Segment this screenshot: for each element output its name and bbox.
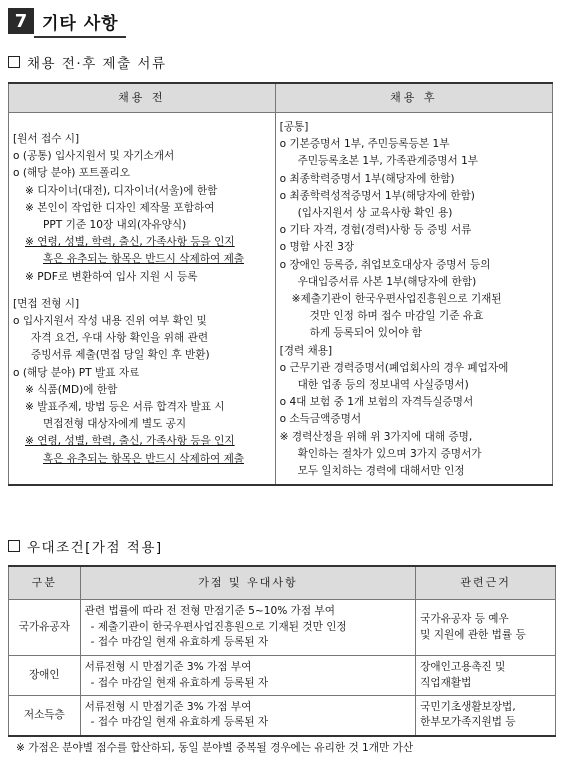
document-line: o (해당 분야) 포트폴리오 [13, 167, 130, 180]
document-line: o 최종학력증명서 1부(해당자에 한함) [279, 172, 455, 185]
document-line: 자격 요건, 우대 사항 확인을 위해 관련 [31, 332, 209, 345]
document-line: PPT 기준 10장 내외(자유양식) [43, 219, 187, 232]
benefit-category: 장애인 [9, 656, 81, 696]
benefit-detail-line: - 제출기관이 한국우편사업진흥원으로 기재된 것만 인정 [90, 620, 347, 633]
after-hiring-cell [275, 113, 552, 486]
document-line: [원서 접수 시] [13, 133, 80, 145]
document-line: ※ 발표주제, 방법 등은 서류 합격자 발표 시 [25, 401, 225, 414]
table-row [9, 696, 556, 736]
document-line: o (해당 분야) PT 발표 자료 [13, 366, 140, 379]
benefit-basis-line: 직업재활법 [420, 676, 472, 689]
document-line: ※ 연령, 성별, 학력, 출신, 가족사항 등을 인지 [25, 236, 235, 249]
table-row [9, 656, 556, 696]
document-line: o 입사지원서 작성 내용 진위 여부 확인 및 [13, 315, 207, 328]
document-line: o 근무기관 경력증명서(폐업회사의 경우 폐업자에 [279, 361, 509, 374]
section-title: 기타 사항 [42, 13, 119, 34]
benefit-basis-line: 국민기초생활보장법, [420, 700, 516, 713]
document-line: o 소득금액증명서 [279, 413, 362, 426]
benefits-header-category: 구분 [9, 566, 81, 600]
section-header [8, 6, 119, 36]
benefit-detail-line: - 접수 마감일 현재 유효하게 등록된 자 [90, 636, 269, 649]
document-line: o 최종학력성적증명서 1부(해당자에 한함) [279, 189, 475, 202]
benefits-table [8, 565, 556, 737]
document-line: o 명함 사진 3장 [279, 241, 355, 254]
document-line: (입사지원서 상 교육사항 확인 용) [297, 207, 453, 220]
submission-heading [8, 52, 167, 72]
benefit-details [80, 656, 416, 696]
table-row [9, 600, 556, 656]
document-line: ※ 식품(MD)에 한함 [25, 383, 118, 396]
benefits-heading [8, 536, 163, 556]
benefit-category: 저소득층 [9, 696, 81, 736]
document-line: o 장애인 등록증, 취업보호대상자 증명서 등의 [279, 258, 491, 271]
document-line: ※제출기관이 한국우편사업진흥원으로 기재된 [291, 293, 502, 306]
document-line: 모두 일치하는 경력에 대해서만 인정 [297, 465, 465, 478]
benefits-header-basis: 관련근거 [416, 566, 556, 600]
document-line: 확인하는 절차가 있으며 3가지 증명서가 [297, 447, 482, 460]
document-line: 하게 등록되어 있어야 함 [309, 327, 423, 340]
benefits-header-details: 가점 및 우대사항 [80, 566, 416, 600]
benefit-detail-line: 서류전형 시 만점기준 3% 가점 부여 [84, 700, 252, 713]
benefit-detail-line: - 접수 마감일 현재 유효하게 등록된 자 [90, 716, 269, 729]
submission-documents-table [8, 82, 553, 486]
document-line: 것만 인정 하며 접수 마감일 기준 유효 [309, 310, 484, 323]
benefit-basis [416, 656, 556, 696]
benefit-basis [416, 696, 556, 736]
benefit-details [80, 600, 416, 656]
benefit-basis [416, 600, 556, 656]
checkbox-square-icon [8, 56, 20, 68]
document-line: 혹은 유추되는 항목은 반드시 삭제하여 제출 [43, 253, 245, 266]
document-line: ※ 디자이너(대전), 디자이너(서울)에 한함 [25, 184, 218, 197]
benefits-footnote: ※ 가점은 분야별 점수를 합산하되, 동일 분야별 중복될 경우에는 유리한 것 1개만 가산 [16, 742, 414, 754]
submission-heading-text: 채용 전·후 제출 서류 [27, 56, 167, 72]
checkbox-square-icon [8, 540, 20, 552]
header-before-hiring: 채용 전 [9, 83, 276, 113]
document-line: [면접 전형 시] [13, 297, 80, 310]
document-line: o (공통) 입사지원서 및 자기소개서 [13, 150, 175, 163]
document-line: 증빙서류 제출(면접 당일 확인 후 반환) [31, 349, 210, 362]
benefit-details [80, 696, 416, 736]
document-line: [공통] [279, 121, 309, 133]
section-underline [34, 36, 126, 38]
benefits-table-body [9, 600, 556, 736]
document-line: o 기타 자격, 경험(경력)사항 등 증빙 서류 [279, 224, 472, 237]
document-line: o 기본증명서 1부, 주민등록등본 1부 [279, 138, 450, 151]
document-line: 면접전형 대상자에게 별도 공지 [43, 418, 187, 431]
document-line: 대한 업종 등의 정보내역 사실증명서) [297, 379, 469, 392]
document-line: 혹은 유추되는 항목은 반드시 삭제하여 제출 [43, 452, 245, 465]
benefit-basis-line: 한부모가족지원법 등 [420, 716, 516, 729]
benefits-heading-text: 우대조건[가점 적용] [27, 540, 163, 556]
benefit-detail-line: 서류전형 시 만점기준 3% 가점 부여 [84, 661, 252, 673]
document-line: [경력 채용] [279, 344, 333, 357]
section-number: 7 [8, 8, 34, 34]
benefit-basis-line: 장애인고용촉진 및 [420, 661, 506, 673]
document-line: 주민등록초본 1부, 가족관계증명서 1부 [297, 155, 479, 168]
document-line [13, 286, 271, 296]
document-line: ※ 본인이 작업한 디자인 제작물 포함하여 [25, 201, 215, 214]
header-after-hiring: 채용 후 [275, 83, 552, 113]
before-hiring-cell [9, 113, 276, 486]
document-line: ※ 연령, 성별, 학력, 출신, 가족사항 등을 인지 [25, 435, 235, 448]
document-line: ※ PDF로 변환하여 입사 지원 시 등록 [25, 270, 198, 283]
benefit-detail-line: - 접수 마감일 현재 유효하게 등록된 자 [90, 676, 269, 689]
benefit-basis-line: 및 지원에 관한 법률 등 [420, 628, 526, 641]
document-line: 우대입증서류 사본 1부(해당자에 한함) [297, 275, 477, 288]
benefit-basis-line: 국가유공자 등 예우 [420, 613, 509, 625]
benefit-category: 국가유공자 [9, 600, 81, 656]
document-line: o 4대 보험 중 1개 보험의 자격득실증명서 [279, 396, 474, 409]
benefit-detail-line: 관련 법률에 따라 전 전형 만점기준 5~10% 가점 부여 [84, 605, 335, 618]
document-line: ※ 경력산정을 위해 위 3가지에 대해 증명, [279, 430, 473, 443]
